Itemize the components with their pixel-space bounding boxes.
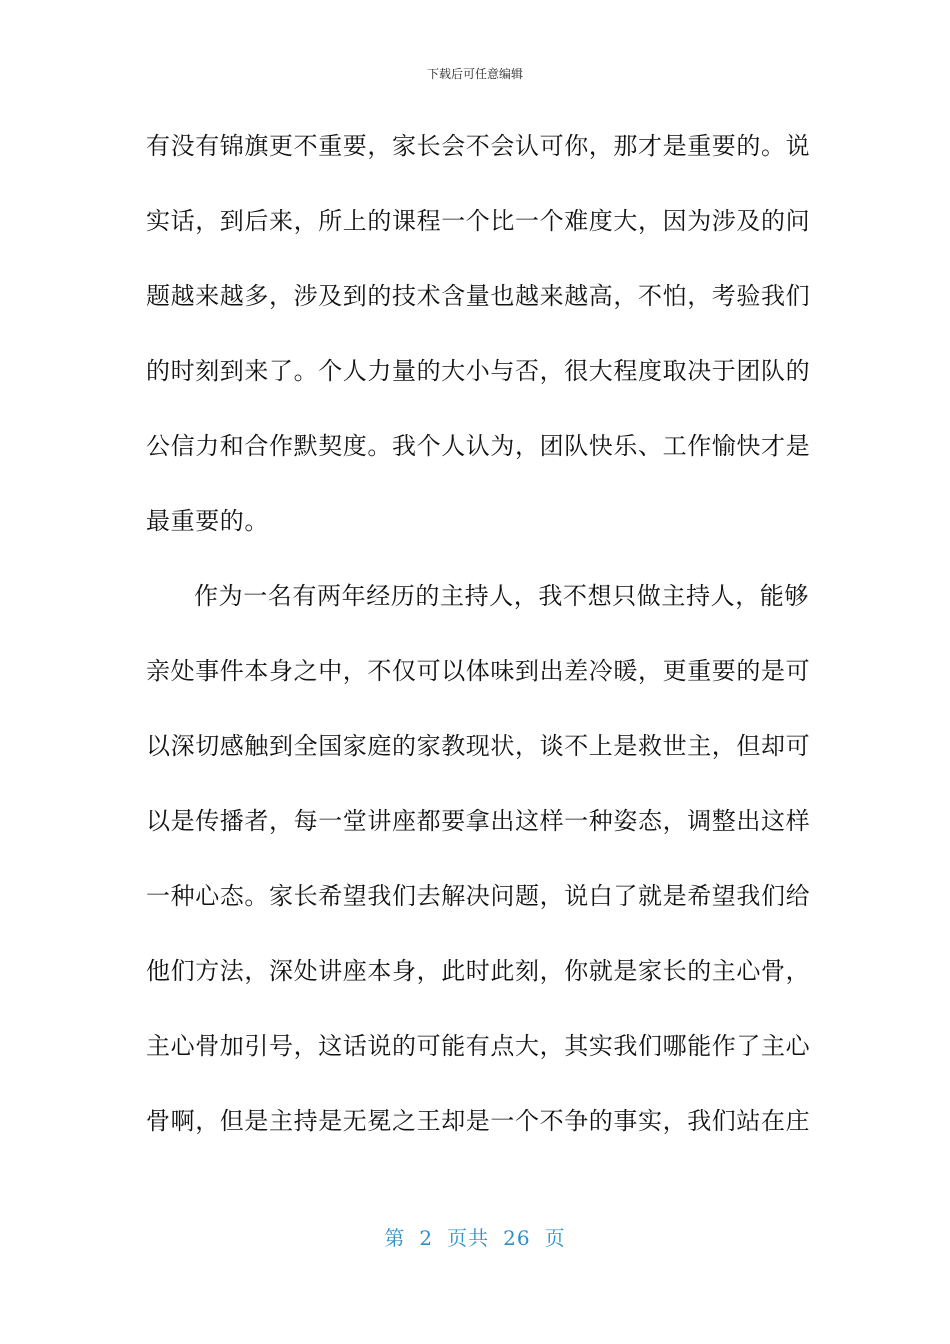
paragraph-1 <box>146 126 811 576</box>
text-line: 亲处事件本身之中，不仅可以体味到出差冷暖，更重要的是可 <box>146 657 811 685</box>
text-line: 的时刻到来了。个人力量的大小与否，很大程度取决于团队的 <box>146 357 811 385</box>
page-header <box>0 66 950 82</box>
footer-middle: 页共 <box>447 1226 490 1250</box>
text-line: 以是传播者，每一堂讲座都要拿出这样一种姿态，调整出这样 <box>146 807 811 835</box>
text-line: 有没有锦旗更不重要，家长会不会认可你，那才是重要的。说 <box>146 132 811 160</box>
text-line: 主心骨加引号，这话说的可能有点大，其实我们哪能作了主心 <box>146 1032 811 1060</box>
text-line: 骨啊，但是主持是无冕之王却是一个不争的事实，我们站在庄 <box>146 1107 811 1135</box>
footer-suffix: 页 <box>544 1226 566 1250</box>
header-text: 下载后可任意编辑 <box>426 67 523 81</box>
footer-page-number: 2 <box>419 1226 434 1250</box>
text-line: 以深切感触到全国家庭的家教现状，谈不上是救世主，但却可 <box>146 732 811 760</box>
text-line: 一种心态。家长希望我们去解决问题，说白了就是希望我们给 <box>146 882 811 910</box>
text-line: 题越来越多，涉及到的技术含量也越来越高，不怕，考验我们 <box>146 282 811 310</box>
footer-total-pages: 26 <box>503 1226 531 1250</box>
document-body <box>146 126 811 1176</box>
footer-prefix: 第 <box>384 1226 406 1250</box>
text-line: 作为一名有两年经历的主持人，我不想只做主持人，能够 <box>194 582 809 610</box>
text-line: 他们方法，深处讲座本身，此时此刻，你就是家长的主心骨， <box>146 957 811 985</box>
text-line: 实话，到后来，所上的课程一个比一个难度大，因为涉及的问 <box>146 207 811 235</box>
paragraph-2 <box>146 576 811 1176</box>
page-footer <box>0 1224 950 1252</box>
text-line: 最重要的。 <box>146 507 269 535</box>
text-line: 公信力和合作默契度。我个人认为，团队快乐、工作愉快才是 <box>146 432 811 460</box>
